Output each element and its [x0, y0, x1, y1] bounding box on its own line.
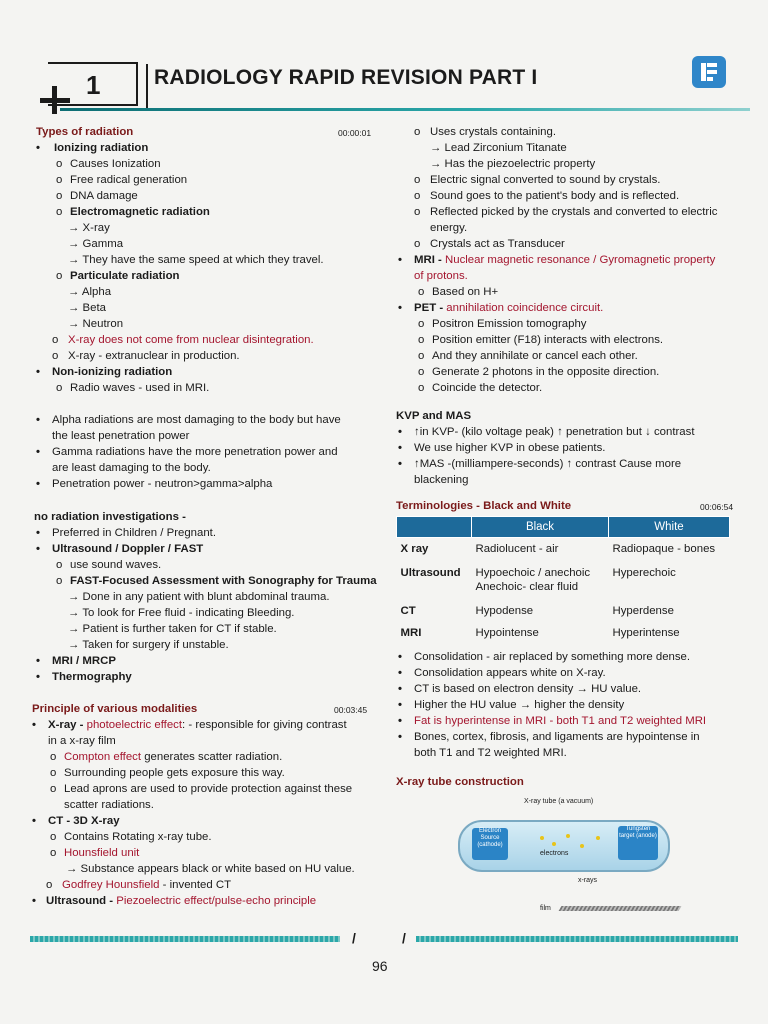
bullet: • — [398, 442, 402, 454]
list-item: Non-ionizing radiation — [52, 366, 173, 378]
sub-bullet: o — [52, 334, 59, 346]
list-item: blackening — [414, 474, 469, 486]
list-item: → Lead Zirconium Titanate — [430, 142, 567, 154]
terminology-table — [396, 516, 730, 644]
electron-dot — [596, 836, 600, 840]
bullet: • — [398, 426, 402, 438]
bullet: • — [36, 655, 40, 667]
list-item: Generate 2 photons in the opposite direction. — [432, 366, 660, 378]
list-item: We use higher KVP in obese patients. — [414, 442, 606, 454]
highlight: Compton effect — [64, 751, 142, 763]
list-item: → Alpha — [68, 286, 112, 298]
sub-bullet: o — [418, 318, 425, 330]
section-title-no-radiation: no radiation investigations - — [34, 511, 186, 523]
list-item: Coincide the detector. — [432, 382, 543, 394]
highlight: Godfrey Hounsfield — [62, 879, 160, 891]
bullet: • — [36, 527, 40, 539]
list-item — [414, 253, 715, 267]
cell-line: Anechoic- clear fluid — [475, 580, 579, 593]
label: X-ray - — [48, 719, 87, 731]
bullet: • — [36, 414, 40, 426]
sub-bullet: o — [56, 270, 63, 282]
list-item: Reflected picked by the crystals and converted to electric — [430, 206, 718, 218]
xrays-label: x-rays — [578, 877, 598, 884]
bullet: • — [398, 667, 402, 679]
section-title-principles: Principle of various modalities — [32, 703, 198, 715]
paragraph: Alpha radiations are most damaging to the body but have — [52, 414, 341, 426]
anode-label: Tungsten target (anode) — [618, 826, 658, 860]
page-number: 96 — [372, 958, 388, 974]
footer-rule-left — [30, 936, 340, 942]
cathode-label: Electron Source (cathode) — [472, 828, 508, 860]
table-row — [397, 600, 730, 622]
sub-bullet: o — [46, 879, 53, 891]
sub-bullet: o — [414, 190, 421, 202]
sub-bullet: o — [56, 190, 63, 202]
table-cell: CT — [400, 604, 416, 617]
list-item: Preferred in Children / Pregnant. — [52, 527, 216, 539]
list-item: ↑MAS -(milliampere-seconds) ↑ contrast Cause more — [414, 458, 682, 470]
bullet: • — [32, 895, 36, 907]
section-title-types-of-radiation: Types of radiation — [36, 126, 134, 138]
text: generates scatter radiation. — [141, 751, 283, 763]
list-item: Electric signal converted to sound by crystals. — [430, 174, 661, 186]
list-item: Fat is hyperintense in MRI - both T1 and T2 weighted MRI — [414, 715, 707, 727]
paragraph: the least penetration power — [52, 430, 190, 442]
timestamp: 00:03:45 — [334, 705, 368, 715]
list-item: Ionizing radiation — [54, 142, 149, 154]
table-cell: Ultrasound — [400, 566, 461, 579]
section-title-terminologies: Terminologies - Black and White — [396, 500, 572, 512]
label: Ultrasound - — [46, 895, 117, 907]
section-title-xray-tube: X-ray tube construction — [396, 776, 524, 788]
text: - invented CT — [159, 879, 232, 891]
table-header: White — [609, 517, 730, 538]
sub-bullet: o — [418, 334, 425, 346]
table-cell: Radiopaque - bones — [612, 543, 716, 555]
sub-bullet: o — [414, 238, 421, 250]
sub-bullet: o — [414, 206, 421, 218]
sub-bullet: o — [414, 174, 421, 186]
paragraph: Gamma radiations have the more penetration power and — [52, 446, 338, 458]
bullet: • — [398, 683, 402, 695]
table-cell: X ray — [400, 543, 429, 555]
label: PET - — [414, 302, 447, 314]
sub-bullet: o — [418, 286, 425, 298]
table-header: Black — [472, 517, 609, 538]
list-item: Electromagnetic radiation — [70, 206, 210, 218]
electron-dot — [580, 844, 584, 848]
list-item: ↑in KVP- (kilo voltage peak) ↑ penetration but ↓ contrast — [414, 426, 695, 438]
table-cell: Hyperdense — [612, 604, 674, 617]
table-row — [397, 562, 730, 600]
list-item: scatter radiations. — [64, 799, 154, 811]
header-rule — [60, 108, 750, 111]
list-item — [414, 301, 603, 315]
list-item — [62, 878, 231, 892]
bullet: • — [36, 142, 40, 154]
list-item: X-ray - extranuclear in production. — [68, 350, 240, 362]
list-item: Hounsfield unit — [64, 847, 140, 859]
bullet: • — [36, 478, 40, 490]
sub-bullet: o — [52, 350, 59, 362]
sub-bullet: o — [50, 767, 57, 779]
bullet: • — [398, 731, 402, 743]
plus-icon-vertical — [52, 86, 57, 114]
bullet: • — [398, 254, 402, 266]
bullet: • — [36, 543, 40, 555]
paragraph: Penetration power - neutron>gamma>alpha — [52, 478, 273, 490]
list-item: → Taken for surgery if unstable. — [68, 639, 229, 651]
table-cell: Hyperintense — [612, 626, 680, 639]
list-item: CT is based on electron density → HU value. — [414, 683, 642, 695]
table-cell — [472, 562, 609, 600]
list-item: both T1 and T2 weighted MRI. — [414, 747, 567, 759]
section-title-kvp-mas: KVP and MAS — [396, 410, 472, 422]
table-cell: Radiolucent - air — [475, 543, 559, 555]
list-item: Causes Ionization — [70, 158, 161, 170]
list-item: → To look for Free fluid - indicating Bleeding. — [68, 607, 295, 619]
bullet: • — [36, 671, 40, 683]
list-item: Particulate radiation — [70, 270, 180, 282]
list-item: Ultrasound / Doppler / FAST — [52, 543, 204, 555]
list-item: → Neutron — [68, 318, 124, 330]
bullet: • — [32, 719, 36, 731]
list-item: Crystals act as Transducer — [430, 238, 565, 250]
bullet: • — [398, 302, 402, 314]
electron-dot — [552, 842, 556, 846]
bullet: • — [36, 446, 40, 458]
list-item: Consolidation appears white on X-ray. — [414, 667, 606, 679]
list-item: → Patient is further taken for CT if stable. — [68, 623, 277, 635]
highlight: Nuclear magnetic resonance / Gyromagnetic property — [445, 254, 716, 266]
sub-bullet: o — [56, 158, 63, 170]
list-item: MRI / MRCP — [52, 655, 116, 667]
electrons-label: electrons — [540, 850, 569, 857]
sub-bullet: o — [56, 559, 63, 571]
app-logo-icon — [692, 56, 726, 88]
list-item: → Done in any patient with blunt abdominal trauma. — [68, 591, 330, 603]
list-item: Free radical generation — [70, 174, 188, 186]
list-item: → X-ray — [68, 222, 110, 234]
figure-caption: X-ray tube (a vacuum) — [524, 798, 594, 805]
bullet: • — [398, 651, 402, 663]
list-item: DNA damage — [70, 190, 138, 202]
label: MRI - — [414, 254, 446, 266]
list-item: Bones, cortex, fibrosis, and ligaments are hypointense in — [414, 731, 700, 743]
list-item: energy. — [430, 222, 468, 234]
cell-line: Hypoechoic / anechoic — [475, 566, 591, 579]
header-divider — [146, 64, 148, 110]
electron-dot — [566, 834, 570, 838]
timestamp: 00:06:54 — [700, 502, 734, 512]
list-item: Sound goes to the patient's body and is reflected. — [430, 190, 680, 202]
sub-bullet: o — [56, 174, 63, 186]
list-item: Higher the HU value → higher the density — [414, 699, 625, 711]
table-cell: Hypodense — [475, 604, 534, 617]
sub-bullet: o — [418, 366, 425, 378]
footer-mark: / — [402, 930, 406, 946]
sub-bullet: o — [50, 847, 57, 859]
highlight: photoelectric effect — [86, 719, 183, 731]
table-cell: Hyperechoic — [612, 566, 676, 579]
list-item: And they annihilate or cancel each other. — [432, 350, 638, 362]
sub-bullet: o — [50, 831, 57, 843]
list-item: Contains Rotating x-ray tube. — [64, 831, 212, 843]
list-item: → Beta — [68, 302, 106, 314]
list-item: Lead aprons are used to provide protection against these — [64, 783, 353, 795]
list-item: Uses crystals containing. — [430, 126, 556, 138]
chapter-number: 1 — [86, 70, 101, 100]
sub-bullet: o — [414, 126, 421, 138]
bullet: • — [398, 699, 402, 711]
table-cell: MRI — [400, 626, 422, 639]
list-item: Position emitter (F18) interacts with electrons. — [432, 334, 664, 346]
sub-bullet: o — [418, 350, 425, 362]
sub-bullet: o — [56, 206, 63, 218]
list-item — [48, 718, 347, 732]
list-item: use sound waves. — [70, 559, 162, 571]
list-item: Consolidation - air replaced by something more dense. — [414, 651, 691, 663]
page-title: RADIOLOGY RAPID REVISION PART I — [154, 66, 538, 89]
table-row — [397, 622, 730, 644]
list-item: Radio waves - used in MRI. — [70, 382, 210, 394]
bullet: • — [398, 715, 402, 727]
sub-bullet: o — [50, 783, 57, 795]
list-item: Positron Emission tomography — [432, 318, 587, 330]
highlight: Piezoelectric effect/pulse-echo principle — [116, 895, 317, 907]
table-cell: Hypointense — [475, 626, 539, 639]
film-plate — [559, 906, 682, 911]
list-item: → Has the piezoelectric property — [430, 158, 596, 170]
list-item: → Gamma — [68, 238, 124, 250]
list-item: X-ray does not come from nuclear disintegration. — [68, 334, 314, 346]
list-item — [64, 750, 282, 764]
list-item: in a x-ray film — [48, 735, 116, 747]
bullet: • — [36, 366, 40, 378]
table-row — [397, 538, 730, 562]
sub-bullet: o — [56, 382, 63, 394]
bullet: • — [32, 815, 36, 827]
highlight: annihilation coincidence circuit. — [446, 302, 604, 314]
list-item — [46, 894, 316, 908]
list-item: of protons. — [414, 270, 468, 282]
sub-bullet: o — [418, 382, 425, 394]
list-item: → They have the same speed at which they travel. — [68, 254, 324, 266]
bullet: • — [398, 458, 402, 470]
timestamp: 00:00:01 — [338, 128, 372, 138]
list-item: Thermography — [52, 671, 132, 683]
sub-bullet: o — [50, 751, 57, 763]
list-item: CT - 3D X-ray — [48, 815, 120, 827]
text: : - responsible for giving contrast — [182, 719, 347, 731]
table-header — [397, 517, 472, 538]
list-item: → Substance appears black or white based on HU value. — [66, 863, 355, 875]
electron-dot — [540, 836, 544, 840]
paragraph: are least damaging to the body. — [52, 462, 211, 474]
list-item: FAST-Focused Assessment with Sonography for Trauma — [70, 575, 377, 587]
list-item: Based on H+ — [432, 286, 499, 298]
film-label: film — [540, 905, 551, 912]
footer-rule-right — [416, 936, 738, 942]
table-header-row — [397, 517, 730, 538]
list-item: Surrounding people gets exposure this way. — [64, 767, 285, 779]
footer-mark: / — [352, 930, 356, 946]
sub-bullet: o — [56, 575, 63, 587]
